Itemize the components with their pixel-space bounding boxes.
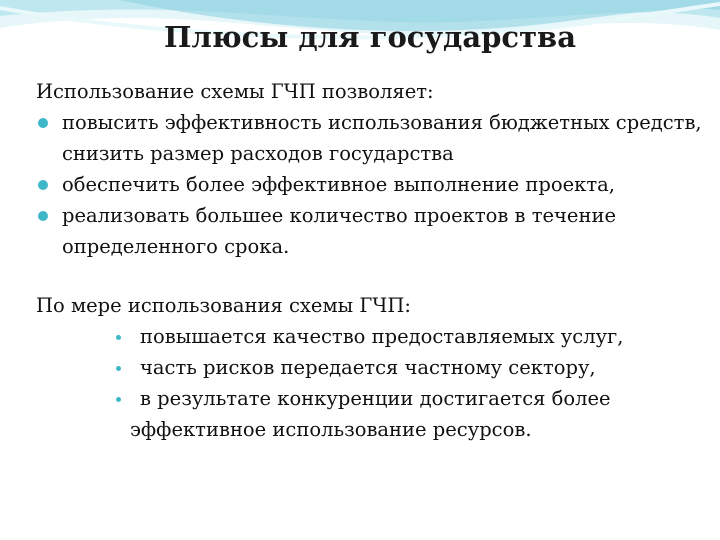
list-item-text: часть рисков передается частному сектору, xyxy=(140,356,596,379)
intro2-text: По мере использования схемы ГЧП: xyxy=(36,294,411,317)
bullet-icon xyxy=(116,335,121,340)
list-item-text: повысить эффективность использования бюджетных средств, снизить размер расходов государства xyxy=(62,111,702,165)
list-item xyxy=(36,200,706,262)
list-item xyxy=(36,321,706,352)
list-item xyxy=(36,352,706,383)
page-title: Плюсы для государства xyxy=(164,20,576,54)
slide-content xyxy=(36,76,706,445)
bullet-icon xyxy=(38,180,48,190)
list-item-text: в результате конкуренции достигается более xyxy=(140,387,611,410)
list-item-text-continued: эффективное использование ресурсов. xyxy=(130,418,532,441)
effects-list xyxy=(36,321,706,445)
bullet-icon xyxy=(116,397,121,402)
list-item-text: обеспечить более эффективное выполнение проекта, xyxy=(62,173,615,196)
list-item xyxy=(36,169,706,200)
benefits-list xyxy=(36,107,706,262)
list-item xyxy=(36,107,706,169)
intro-text: Использование схемы ГЧП позволяет: xyxy=(36,80,434,103)
bullet-icon xyxy=(116,366,121,371)
list-item xyxy=(36,383,706,445)
list-item-text: реализовать большее количество проектов в течение определенного срока. xyxy=(62,204,616,258)
bullet-icon xyxy=(38,211,48,221)
bullet-icon xyxy=(38,118,48,128)
list-item-text: повышается качество предоставляемых услуг, xyxy=(140,325,624,348)
